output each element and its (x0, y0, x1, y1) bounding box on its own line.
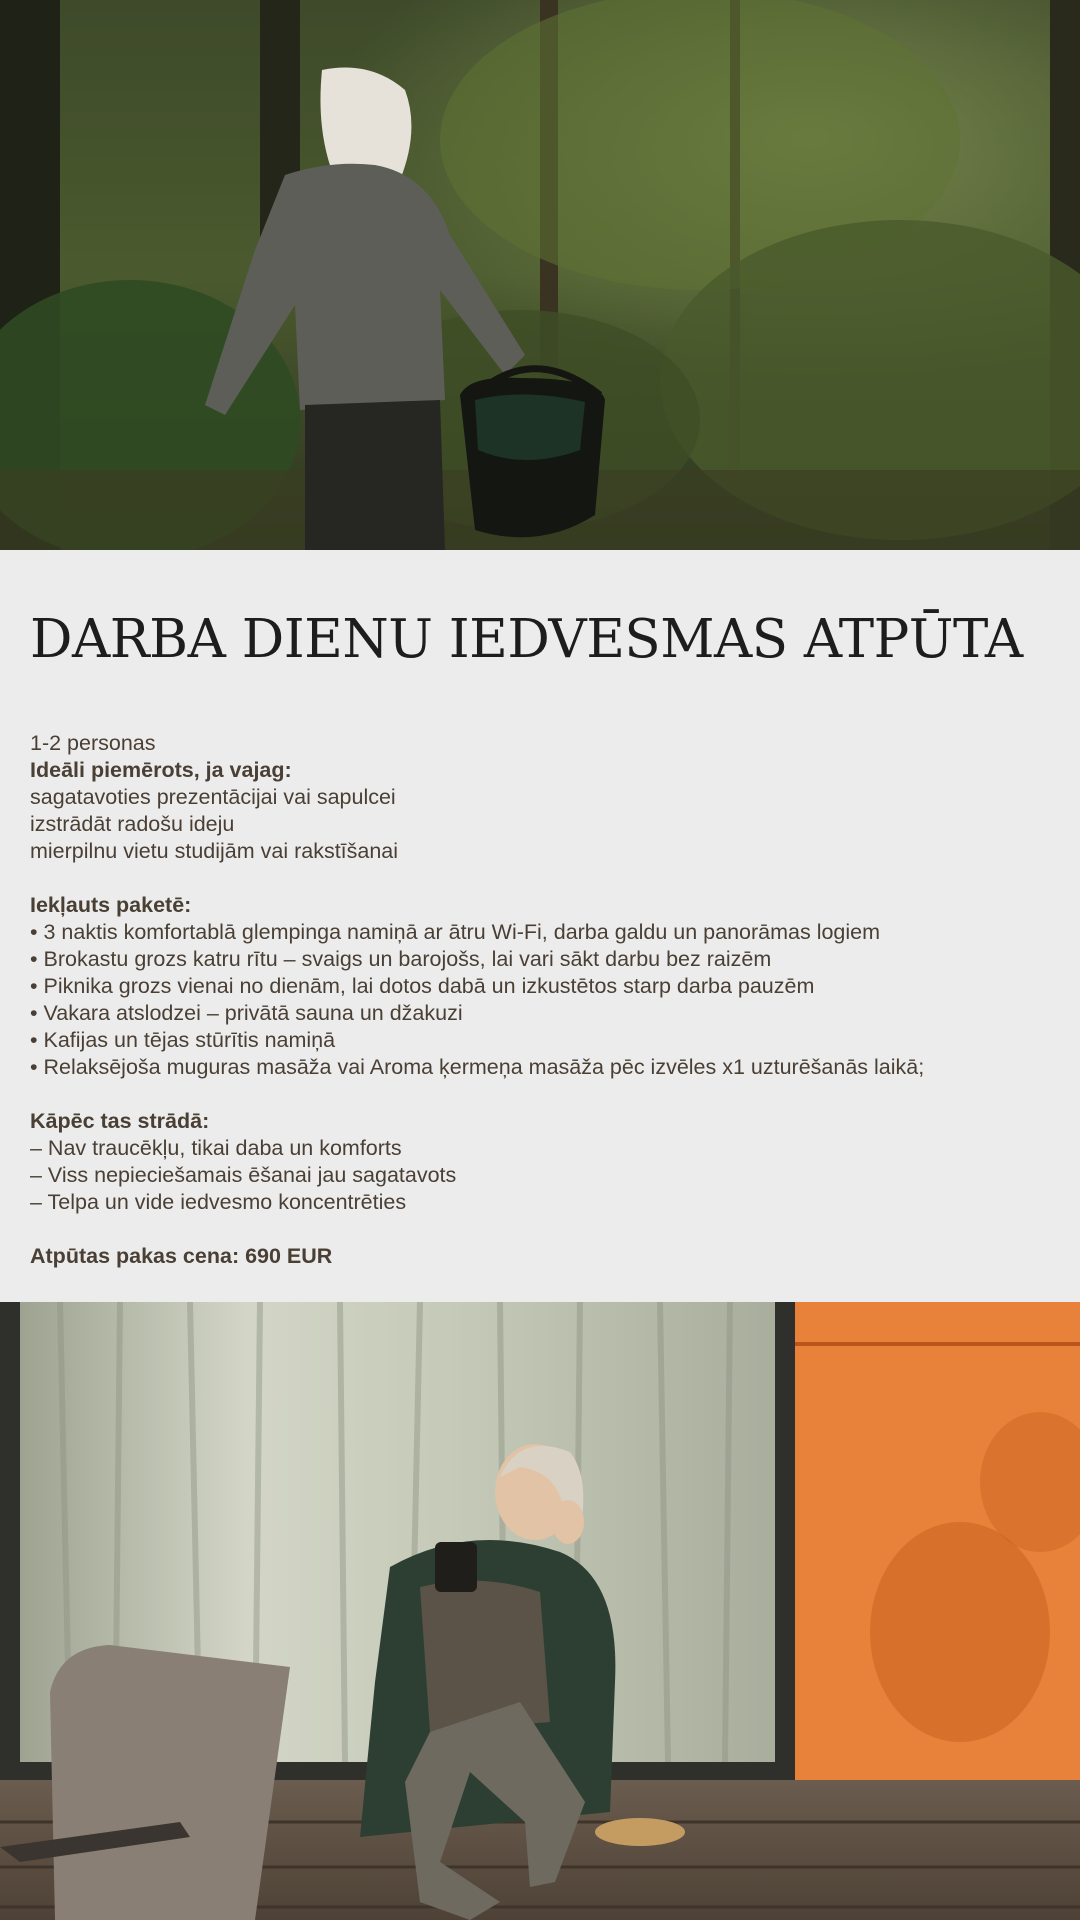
content-panel (0, 550, 1080, 1302)
package-item: • 3 naktis komfortablā glempinga namiņā ar ātru Wi-Fi, darba galdu un panorāmas logiem (30, 920, 881, 944)
package-item: • Brokastu grozs katru rītu – svaigs un barojošs, lai vari sākt darbu bez raizēm (30, 947, 772, 971)
package-list (30, 919, 1075, 1081)
package-item: • Kafijas un tējas stūrītis namiņā (30, 1028, 336, 1052)
package-item: • Piknika grozs vienai no dienām, lai dotos dabā un izkustētos starp darba pauzēm (30, 974, 815, 998)
package-heading: Iekļauts paketē: (30, 893, 192, 917)
reason-item: – Viss nepieciešamais ēšanai jau sagatavots (30, 1163, 457, 1187)
persons-label: 1-2 personas (30, 731, 156, 755)
ideal-item: izstrādāt radošu ideju (30, 812, 235, 836)
spacer (30, 1081, 1075, 1108)
price-label: Atpūtas pakas cena: 690 EUR (30, 1244, 333, 1268)
package-item: • Relaksējoša muguras masāža vai Aroma ķermeņa masāža pēc izvēles x1 uzturēšanās laikā; (30, 1055, 925, 1079)
spacer (30, 865, 1075, 892)
ideal-heading: Ideāli piemērots, ja vajag: (30, 758, 292, 782)
hero-photo-forest (0, 0, 1080, 550)
ideal-item: mierpilnu vietu studijām vai rakstīšanai (30, 839, 399, 863)
package-item: • Vakara atslodzei – privātā sauna un džakuzi (30, 1001, 463, 1025)
spacer (30, 1216, 1075, 1243)
reason-item: – Telpa un vide iedvesmo koncentrēties (30, 1190, 407, 1214)
page-title: DARBA DIENU IEDVESMAS ATPŪTA (30, 609, 1023, 670)
terrace-photo (0, 1302, 1080, 1920)
ideal-item: sagatavoties prezentācijai vai sapulcei (30, 785, 396, 809)
offer-description (30, 730, 1075, 1270)
reasons-heading: Kāpēc tas strādā: (30, 1109, 210, 1133)
reason-item: – Nav traucēkļu, tikai daba un komforts (30, 1136, 402, 1160)
reasons-list (30, 1135, 1075, 1216)
